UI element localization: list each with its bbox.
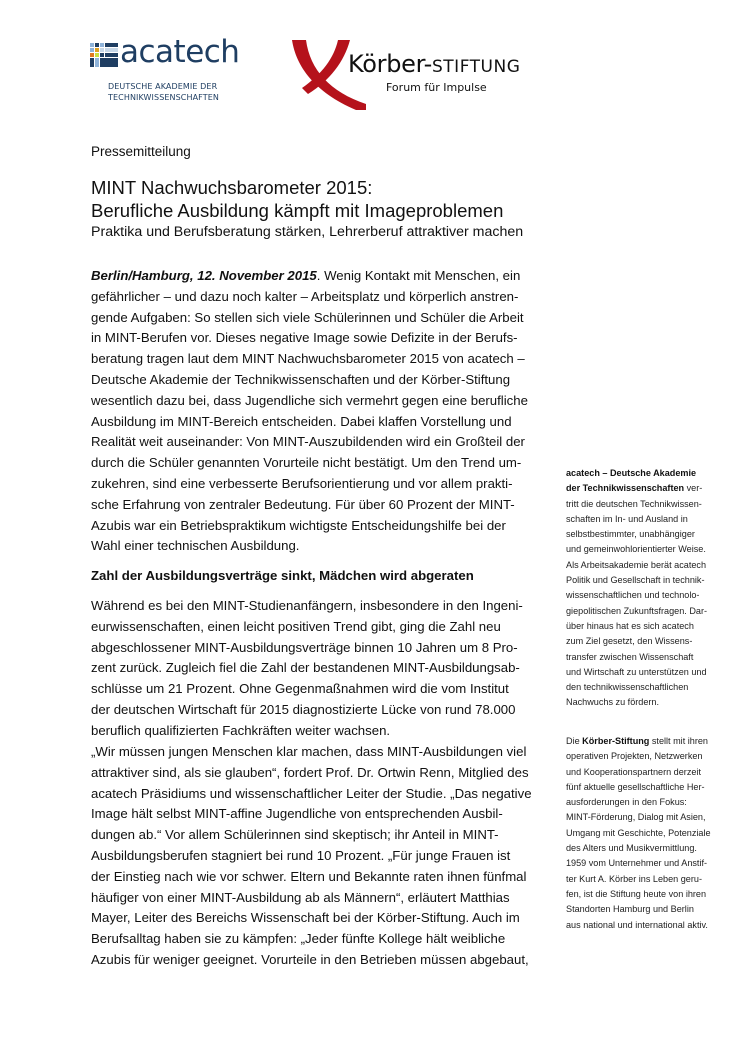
text-line: Azubis war ein Betriebspraktikum wichtigste Entscheidungshilfe bei der <box>91 517 506 533</box>
acatech-subline-2: TECHNIKWISSENSCHAFTEN <box>108 93 219 102</box>
text-line: der deutschen Wirtschaft für 2015 diagnostizierte Lücke von rund 78.000 <box>91 701 516 717</box>
text-line: den technikwissenschaftlichen <box>566 682 689 693</box>
acatech-logo <box>90 34 240 110</box>
text-span: stellt mit ihren <box>649 736 708 746</box>
text-span: . Wenig Kontakt mit Menschen, ein <box>316 268 521 283</box>
koerber-logo <box>286 40 536 112</box>
text-line: Nachwuchs zu fördern. <box>566 697 660 708</box>
sidebar-koerber-info <box>566 734 742 933</box>
sidebar-heading: der Technikwissenschaften <box>566 483 685 494</box>
sidebar-heading: acatech – Deutsche Akademie <box>566 468 697 478</box>
text-line: Berufsalltag haben sie zu kämpfen: „Jeder fünfte Kollege hält weibliche <box>91 931 506 947</box>
text-line: abgeschlossener MINT-Ausbildungsverträge binnen 10 Jahren um 8 Pro- <box>91 639 518 655</box>
text-line: Während es bei den MINT-Studienanfängern, insbesondere in den Ingeni- <box>91 598 523 613</box>
koerber-wordmark-caps: STIFTUNG <box>432 57 521 77</box>
text-line: gefährlicher – und dazu noch kalter – Arbeitsplatz und körperlich anstren- <box>91 288 519 304</box>
text-line: Azubis für weniger geeignet. Vorurteile in den Betrieben müssen abgebaut, <box>91 951 529 967</box>
document-label: Pressemitteilung <box>91 144 191 159</box>
text-line: Politik und Gesellschaft in technik- <box>566 575 705 586</box>
text-line: Image hält selbst MINT-affine Jugendliche von entsprechenden Ausbil- <box>91 806 503 822</box>
paragraph-intro <box>91 266 551 557</box>
title-line-2: Berufliche Ausbildung kämpft mit Imageproblemen <box>91 200 504 221</box>
document-title <box>91 176 503 222</box>
text-line: beratung tragen laut dem MINT Nachwuchsbarometer 2015 von acatech – <box>91 351 525 367</box>
acatech-subline-1: DEUTSCHE AKADEMIE DER <box>108 82 218 91</box>
text-line: aus national und international aktiv. <box>566 919 708 930</box>
text-line: ausforderungen in den Fokus: <box>566 797 687 808</box>
paragraph-quotes <box>91 742 551 971</box>
text-line: zum Ziel gesetzt, den Wissens- <box>566 636 693 647</box>
text-line: Mayer, Leiter des Bereichs Wissenschaft bei der Körber-Stiftung. Auch im <box>91 910 520 926</box>
dateline: Berlin/Hamburg, 12. November 2015 <box>91 268 317 283</box>
text-line: attraktiver sind, als sie glauben“, fordert Prof. Dr. Ortwin Renn, Mitglied des <box>91 764 529 780</box>
acatech-wordmark: acatech <box>120 34 240 70</box>
text-line: Deutsche Akademie der Technikwissenschaften und der Körber-Stiftung <box>91 371 511 387</box>
text-line: des Alters und Musikvermittlung. <box>566 843 697 854</box>
text-line: selbstbestimmter, unabhängiger <box>566 529 695 540</box>
text-line: Ausbildung im MINT-Bereich entscheiden. Dabei klaffen Vorstellung und <box>91 413 512 429</box>
text-line: der Einstieg nach wie vor schwer. Eltern und Bekannte raten ihnen fünfmal <box>91 868 527 884</box>
document-subtitle: Praktika und Berufsberatung stärken, Lehrerberuf attraktiver machen <box>91 224 524 240</box>
text-line: Realität weit auseinander: Von MINT-Auszubildenden wird ein Großteil der <box>91 434 525 450</box>
text-span: Die <box>566 736 583 746</box>
paragraph-contracts <box>91 596 551 742</box>
text-line <box>566 481 742 496</box>
text-line: tritt die deutschen Technikwissen- <box>566 498 702 509</box>
text-line: Als Arbeitsakademie berät acatech <box>566 559 707 570</box>
acatech-mark-icon <box>90 43 118 67</box>
text-line: in MINT-Berufen vor. Dieses negative Image sowie Defizite in der Berufs- <box>91 330 518 346</box>
text-line: und Wirtschaft zu unterstützen und <box>566 666 707 677</box>
koerber-wordmark-main: Körber- <box>348 50 432 78</box>
text-line: zukehren, sind eine verbesserte Berufsorientierung und vor allem prakti- <box>91 475 513 491</box>
text-span: ver- <box>684 483 703 494</box>
text-line: und gemeinwohlorientierter Weise. <box>566 544 706 555</box>
acatech-subline <box>108 81 219 103</box>
text-line: operativen Projekten, Netzwerken <box>566 751 703 762</box>
text-line: acatech Präsidiums und wissenschaftlicher Leiter der Studie. „Das negative <box>91 785 532 801</box>
text-line: giepolitischen Zukunftsfragen. Dar- <box>566 605 708 616</box>
text-line: gende Aufgaben: So stellen sich viele Schülerinnen und Schüler die Arbeit <box>91 309 524 325</box>
koerber-subline: Forum für Impulse <box>386 81 487 94</box>
text-line <box>91 266 551 287</box>
text-line: MINT-Förderung, Dialog mit Asien, <box>566 812 706 823</box>
title-line-1: MINT Nachwuchsbarometer 2015: <box>91 177 373 198</box>
text-line: Wahl einer technischen Ausbildung. <box>91 538 300 554</box>
text-line: dungen ab.“ Vor allem Schülerinnen sind skeptisch; ihr Anteil in MINT- <box>91 827 499 843</box>
text-line: schlüsse um 21 Prozent. Ohne Gegenmaßnahmen wird die vom Institut <box>91 681 509 697</box>
section-heading: Zahl der Ausbildungsverträge sinkt, Mädchen wird abgeraten <box>91 568 474 583</box>
text-line: zent zurück. Zugleich fiel die Zahl der bestandenen MINT-Ausbildungsab- <box>91 660 520 676</box>
text-line: fünf aktuelle gesellschaftliche Her- <box>566 781 705 792</box>
text-line: wesentlich dazu bei, dass Jugendliche sich vermehrt gegen eine berufliche <box>91 392 528 408</box>
text-line: durch die Schüler genannten Vorurteile nicht bestätigt. Um den Trend um- <box>91 455 522 471</box>
text-line: Ausbildungsberufen stagniert bei rund 10 Prozent. „Für junge Frauen ist <box>91 847 511 863</box>
text-line: ter Kurt A. Körber ins Leben geru- <box>566 873 702 884</box>
text-line: transfer zwischen Wissenschaft <box>566 651 694 662</box>
text-line: Standorten Hamburg und Berlin <box>566 904 694 915</box>
sidebar-acatech-info <box>566 466 742 711</box>
text-line: Umgang mit Geschichte, Potenziale <box>566 827 711 838</box>
text-line: über hinaus hat es sich acatech <box>566 620 694 631</box>
text-line: „Wir müssen jungen Menschen klar machen, dass MINT-Ausbildungen viel <box>91 744 527 759</box>
text-line: fen, ist die Stiftung heute von ihren <box>566 888 707 899</box>
sidebar-heading: Körber-Stiftung <box>582 736 650 746</box>
text-line: 1959 vom Unternehmer und Anstif- <box>566 858 708 869</box>
text-line: eurwissenschaften, einen leicht positiven Trend gibt, ging die Zahl neu <box>91 618 501 634</box>
text-line: und Kooperationspartnern derzeit <box>566 766 701 777</box>
text-line <box>566 734 742 749</box>
text-line: beruflich qualifizierten Fachkräften weiter wachsen. <box>91 722 391 738</box>
text-line: wissenschaftlichen und technolo- <box>566 590 700 601</box>
text-line: häufiger von einer MINT-Ausbildung ab als Männern“, erläutert Matthias <box>91 889 510 905</box>
koerber-wordmark <box>348 50 520 78</box>
text-line: sche Erfahrung von zentraler Bedeutung. Für über 60 Prozent der MINT- <box>91 496 515 512</box>
text-line: schaften im In- und Ausland in <box>566 513 688 524</box>
